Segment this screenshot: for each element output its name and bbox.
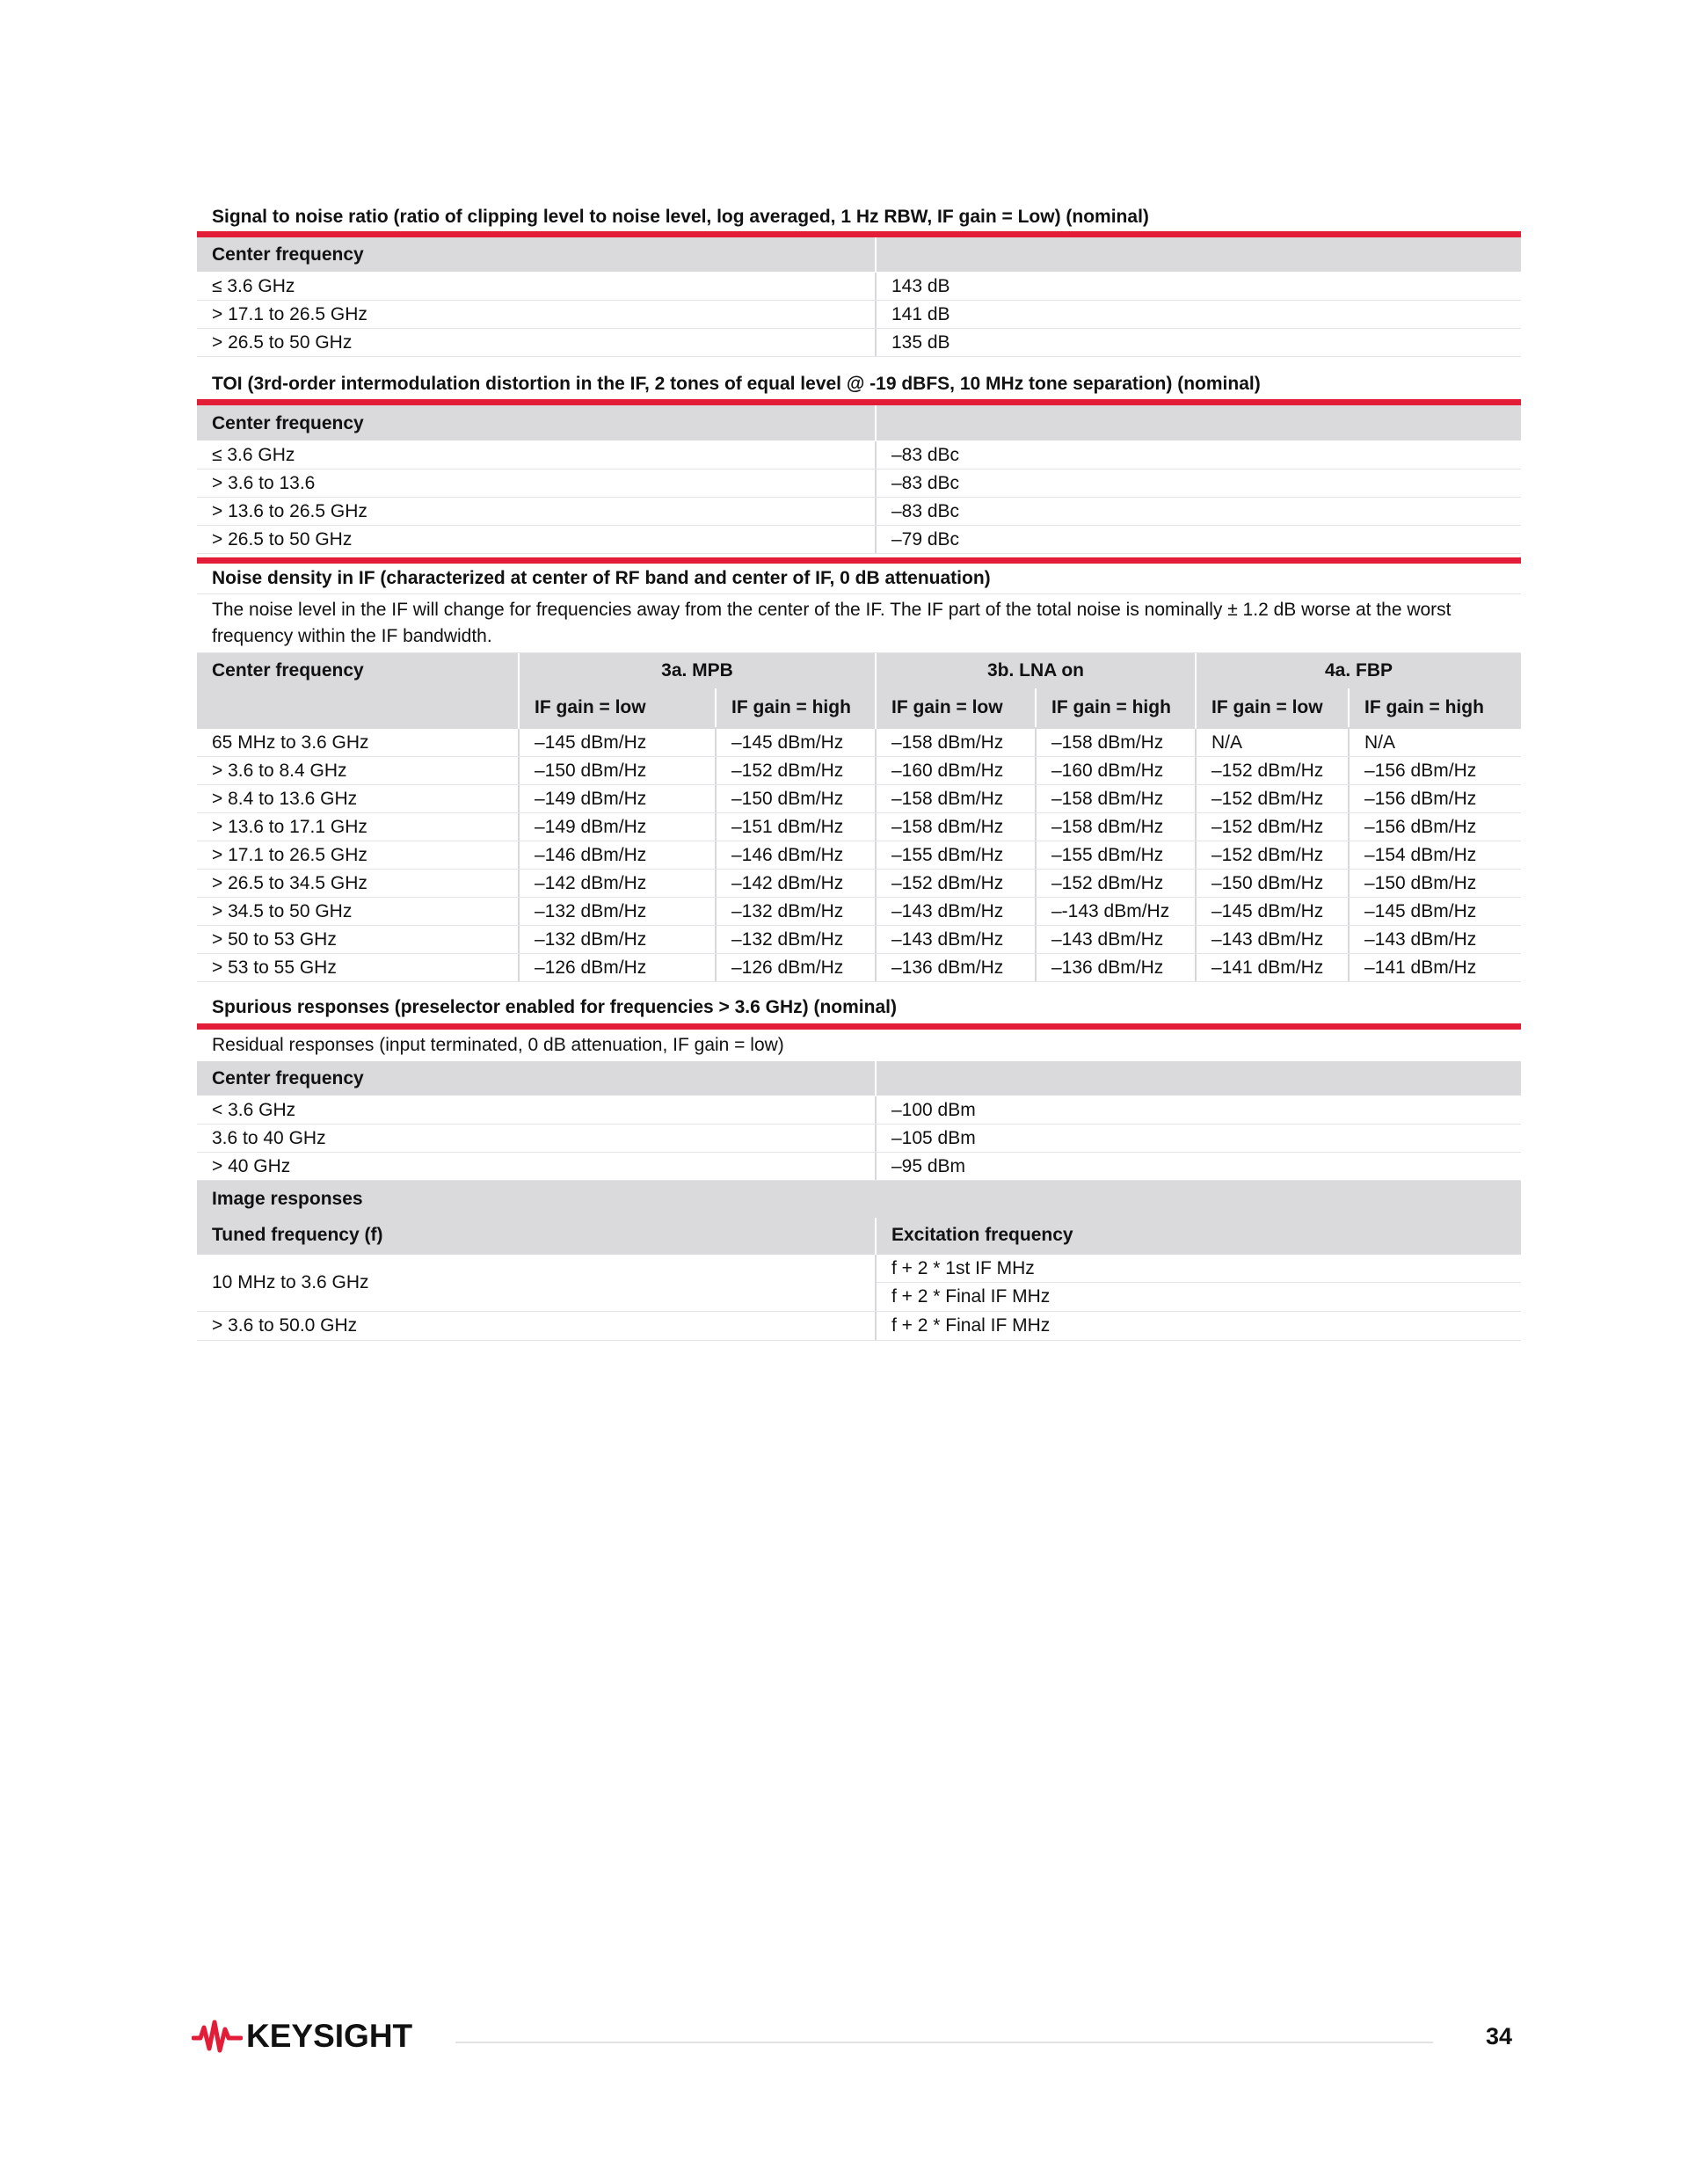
value-cell: –155 dBm/Hz [1037, 841, 1197, 869]
value-cell: –152 dBm/Hz [717, 757, 877, 784]
noise-density-body [197, 729, 1521, 982]
nd-subheader: IF gain = low [520, 688, 717, 727]
value-cell: 141 dB [891, 304, 950, 324]
value-cell: –83 dBc [891, 501, 960, 521]
nd-group-fbp: 4a. FBP [1324, 660, 1393, 681]
snr-title: Signal to noise ratio (ratio of clipping level to noise level, log averaged, 1 Hz RBW, IF gain = Low) (nominal) [212, 207, 1149, 227]
value-cell: 135 dB [891, 332, 950, 353]
excitation-frequency-label: Excitation frequency [891, 1225, 1073, 1245]
freq-cell: > 8.4 to 13.6 GHz [197, 785, 520, 812]
tuned-frequency-label: Tuned frequency (f) [197, 1218, 877, 1255]
value-cell: –156 dBm/Hz [1364, 789, 1477, 809]
table-row [197, 526, 1521, 554]
value-cell: –160 dBm/Hz [1037, 757, 1197, 784]
snr-section [197, 205, 1521, 357]
toi-header-row [197, 405, 1521, 441]
nd-subheader: IF gain = high [1051, 697, 1171, 717]
toi-section [197, 369, 1521, 554]
brand-name: KEYSIGHT [246, 2018, 413, 2054]
value-cell: –158 dBm/Hz [877, 813, 1037, 841]
value-cell: –150 dBm/Hz [717, 785, 877, 812]
table-row [197, 1153, 1521, 1181]
value-cell: –152 dBm/Hz [1037, 870, 1197, 897]
value-cell: N/A [1197, 729, 1350, 756]
noise-density-note: The noise level in the IF will change for frequencies away from the center of the IF. The IF part of the total noise is nominally ± 1.2 dB worse at the worst frequency within the IF bandwidth. [197, 594, 1521, 653]
nd-header-label: Center frequency [212, 660, 364, 681]
table-row [197, 301, 1521, 329]
snr-header-label: Center frequency [197, 237, 877, 272]
value-cell: 143 dB [891, 276, 950, 296]
value-cell: –100 dBm [891, 1100, 976, 1120]
value-cell: –152 dBm/Hz [1197, 841, 1350, 869]
freq-cell: 65 MHz to 3.6 GHz [197, 729, 520, 756]
freq-cell: > 17.1 to 26.5 GHz [197, 301, 877, 328]
noise-density-divider [197, 557, 1521, 564]
noise-density-header [197, 653, 1521, 729]
value-cell: –145 dBm/Hz [717, 729, 877, 756]
table-row [197, 898, 1521, 926]
freq-cell: > 26.5 to 34.5 GHz [197, 870, 520, 897]
value-cell: –79 dBc [891, 529, 960, 550]
freq-cell: > 13.6 to 26.5 GHz [197, 498, 877, 525]
table-row [197, 273, 1521, 301]
value-cell: –150 dBm/Hz [1364, 873, 1477, 893]
value-cell: –152 dBm/Hz [1197, 757, 1350, 784]
value-cell: –143 dBm/Hz [1364, 929, 1477, 950]
freq-cell: > 3.6 to 50.0 GHz [197, 1312, 877, 1340]
value-cell: –95 dBm [891, 1156, 966, 1176]
noise-density-section [197, 557, 1521, 982]
value-cell: –143 dBm/Hz [1197, 926, 1350, 953]
freq-cell: > 3.6 to 8.4 GHz [197, 757, 520, 784]
freq-cell: > 34.5 to 50 GHz [197, 898, 520, 925]
noise-density-title: Noise density in IF (characterized at center of RF band and center of IF, 0 dB attenuation) [197, 564, 1521, 594]
table-row [197, 1312, 1521, 1341]
value-cell: –132 dBm/Hz [717, 898, 877, 925]
value-cell: –83 dBc [891, 445, 960, 465]
freq-cell: > 40 GHz [197, 1153, 877, 1180]
value-cell: –152 dBm/Hz [1197, 813, 1350, 841]
value-cell: –158 dBm/Hz [877, 785, 1037, 812]
table-row [197, 870, 1521, 898]
image-responses-label: Image responses [212, 1189, 363, 1209]
value-cell: –156 dBm/Hz [1364, 761, 1477, 781]
freq-cell: 10 MHz to 3.6 GHz [197, 1255, 877, 1311]
value-cell: –160 dBm/Hz [877, 757, 1037, 784]
value-cell: –151 dBm/Hz [717, 813, 877, 841]
value-cell: –145 dBm/Hz [1364, 901, 1477, 921]
nd-subheader: IF gain = low [877, 688, 1037, 727]
value-cell: –158 dBm/Hz [1037, 729, 1197, 756]
value-cell: –152 dBm/Hz [877, 870, 1037, 897]
value-cell: –158 dBm/Hz [1037, 785, 1197, 812]
value-cell: –142 dBm/Hz [717, 870, 877, 897]
snr-header-row [197, 237, 1521, 273]
value-cell: –149 dBm/Hz [520, 813, 717, 841]
keysight-wave-icon [192, 2019, 243, 2054]
freq-cell: > 26.5 to 50 GHz [197, 329, 877, 356]
value-cell: –-143 dBm/Hz [1037, 898, 1197, 925]
spurious-header-label: Center frequency [197, 1061, 877, 1096]
value-cell: –142 dBm/Hz [520, 870, 717, 897]
value-cell: –158 dBm/Hz [877, 729, 1037, 756]
value-cell: –146 dBm/Hz [717, 841, 877, 869]
table-row [197, 1255, 1521, 1312]
spurious-section [197, 991, 1521, 1341]
table-row [197, 813, 1521, 841]
table-row [197, 729, 1521, 757]
toi-header-label: Center frequency [197, 405, 877, 440]
value-cell: –143 dBm/Hz [877, 926, 1037, 953]
table-row [197, 785, 1521, 813]
image-responses-header [197, 1181, 1521, 1255]
freq-cell: ≤ 3.6 GHz [197, 441, 877, 469]
footer-divider [455, 2042, 1433, 2043]
freq-cell: > 50 to 53 GHz [197, 926, 520, 953]
value-cell: –132 dBm/Hz [520, 926, 717, 953]
keysight-logo [192, 2018, 412, 2055]
table-row [197, 926, 1521, 954]
value-cell: –145 dBm/Hz [1197, 898, 1350, 925]
nd-group-lna: 3b. LNA on [986, 660, 1085, 681]
spurious-header-row [197, 1061, 1521, 1096]
page-number: 34 [1485, 2023, 1512, 2049]
value-cell: –158 dBm/Hz [1037, 813, 1197, 841]
freq-cell: 3.6 to 40 GHz [197, 1125, 877, 1152]
table-row [197, 1125, 1521, 1153]
value-cell: f + 2 * Final IF MHz [891, 1315, 1051, 1336]
value-cell: –126 dBm/Hz [520, 954, 717, 981]
toi-title: TOI (3rd-order intermodulation distortion in the IF, 2 tones of equal level @ -19 dBFS, 10 MHz tone separation) (nominal) [212, 374, 1261, 394]
value-cell: –132 dBm/Hz [520, 898, 717, 925]
spurious-title: Spurious responses (preselector enabled for frequencies > 3.6 GHz) (nominal) [212, 997, 897, 1017]
nd-subheader: IF gain = low [1197, 688, 1350, 727]
spurious-divider [197, 1023, 1521, 1030]
table-row [197, 441, 1521, 470]
value-cell: f + 2 * 1st IF MHz [877, 1255, 1521, 1283]
nd-subheader: IF gain = high [731, 697, 851, 717]
table-row [197, 1096, 1521, 1125]
freq-cell: > 17.1 to 26.5 GHz [197, 841, 520, 869]
value-cell: –136 dBm/Hz [1037, 954, 1197, 981]
value-cell: –143 dBm/Hz [877, 898, 1037, 925]
freq-cell: > 13.6 to 17.1 GHz [197, 813, 520, 841]
value-cell: –141 dBm/Hz [1197, 954, 1350, 981]
nd-subheader: IF gain = high [1364, 697, 1484, 717]
freq-cell: > 53 to 55 GHz [197, 954, 520, 981]
freq-cell: ≤ 3.6 GHz [197, 273, 877, 300]
value-cell: –150 dBm/Hz [520, 757, 717, 784]
value-cell: –143 dBm/Hz [1037, 926, 1197, 953]
freq-cell: < 3.6 GHz [197, 1096, 877, 1124]
value-cell: –105 dBm [891, 1128, 976, 1148]
table-row [197, 841, 1521, 870]
value-cell: –155 dBm/Hz [877, 841, 1037, 869]
value-cell: –154 dBm/Hz [1364, 845, 1477, 865]
value-cell: f + 2 * Final IF MHz [891, 1286, 1051, 1307]
value-cell: –83 dBc [891, 473, 960, 493]
value-cell: –136 dBm/Hz [877, 954, 1037, 981]
page-footer [192, 2018, 1512, 2062]
value-cell: –126 dBm/Hz [717, 954, 877, 981]
table-row [197, 470, 1521, 498]
freq-cell: > 3.6 to 13.6 [197, 470, 877, 497]
toi-divider [197, 399, 1521, 405]
table-row [197, 757, 1521, 785]
table-row [197, 954, 1521, 982]
value-cell: –156 dBm/Hz [1364, 817, 1477, 837]
value-cell: –146 dBm/Hz [520, 841, 717, 869]
value-cell: –141 dBm/Hz [1364, 957, 1477, 978]
value-cell: –152 dBm/Hz [1197, 785, 1350, 812]
value-cell: –150 dBm/Hz [1197, 870, 1350, 897]
value-cell: –145 dBm/Hz [520, 729, 717, 756]
freq-cell: > 26.5 to 50 GHz [197, 526, 877, 553]
snr-divider [197, 231, 1521, 237]
nd-group-mpb: 3a. MPB [661, 660, 733, 681]
value-cell: –132 dBm/Hz [717, 926, 877, 953]
value-cell: N/A [1364, 732, 1396, 753]
residual-note: Residual responses (input terminated, 0 dB attenuation, IF gain = low) [212, 1035, 784, 1055]
table-row [197, 498, 1521, 526]
table-row [197, 329, 1521, 357]
value-cell: –149 dBm/Hz [520, 785, 717, 812]
